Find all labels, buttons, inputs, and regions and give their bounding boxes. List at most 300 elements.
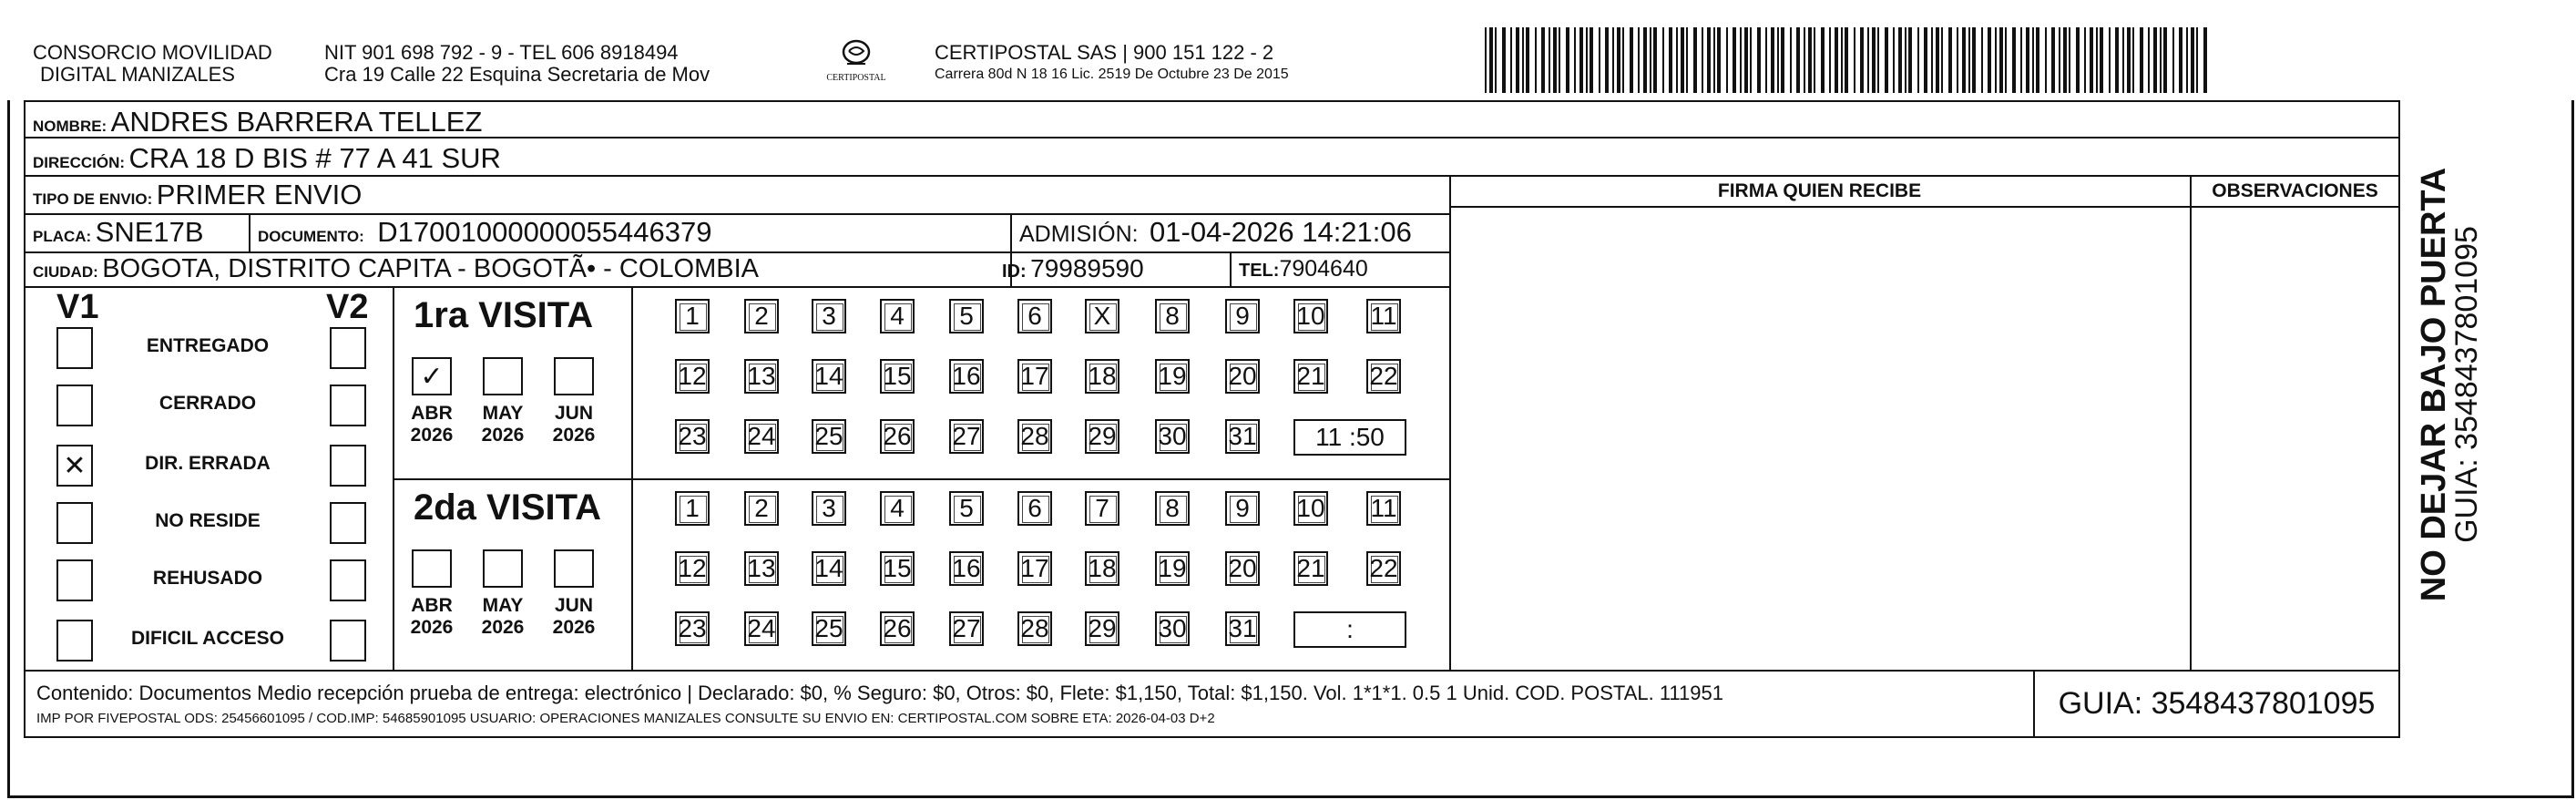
tipo-envio-value: PRIMER ENVIO: [156, 179, 363, 210]
day-box[interactable]: [1017, 299, 1052, 333]
day-number: 31: [1228, 422, 1257, 450]
barcode-bar: [1681, 27, 1684, 93]
day-box[interactable]: [744, 359, 779, 394]
barcode-bar: [1579, 27, 1583, 93]
status-option-label: DIR. ERRADA: [145, 453, 271, 474]
v1-checkbox[interactable]: [56, 445, 93, 487]
month-year: 2026: [410, 425, 454, 446]
day-number: 19: [1158, 554, 1187, 582]
courier-line-2: Carrera 80d N 18 16 Lic. 2519 De Octubre 23 De 2015: [935, 67, 1289, 82]
day-box[interactable]: [880, 611, 915, 646]
day-box[interactable]: [675, 359, 710, 394]
barcode-bar: [1717, 27, 1721, 93]
day-number: 22: [1369, 362, 1398, 390]
v1-checkbox[interactable]: [56, 559, 93, 601]
day-number: 11: [1370, 494, 1397, 522]
v2-checkbox[interactable]: [330, 620, 366, 662]
v2-header: V2: [326, 288, 369, 326]
barcode-bar: [1686, 27, 1688, 93]
barcode-bar: [1541, 27, 1545, 93]
barcode-bar: [1948, 27, 1952, 93]
month-label: [404, 595, 459, 639]
company-line-1: CONSORCIO MOVILIDAD: [33, 41, 272, 64]
barcode-bar: [2012, 27, 2016, 93]
barcode-bar: [2096, 27, 2098, 93]
barcode-bar: [1516, 27, 1519, 93]
day-box[interactable]: [1225, 299, 1260, 333]
nit-line-1: NIT 901 698 792 - 9 - TEL 606 8918494: [324, 41, 679, 64]
day-box[interactable]: [675, 419, 710, 454]
v2-checkbox[interactable]: [330, 502, 366, 544]
barcode-bar: [1941, 27, 1943, 93]
day-box[interactable]: [949, 359, 984, 394]
day-box[interactable]: [1366, 551, 1401, 586]
day-number: 7: [1095, 494, 1109, 522]
day-number: 22: [1369, 554, 1398, 582]
barcode-bar: [1643, 27, 1647, 93]
day-box[interactable]: [1017, 551, 1052, 586]
courier-logo-icon: [838, 38, 874, 69]
barcode-bar: [1777, 27, 1779, 93]
barcode-bar: [1841, 27, 1843, 93]
day-number: 16: [952, 362, 981, 390]
barcode-bar: [2203, 27, 2207, 93]
day-box[interactable]: [1155, 551, 1190, 586]
day-box[interactable]: [1293, 299, 1328, 333]
id-label: ID:: [1002, 262, 1027, 282]
barcode-bar: [1771, 27, 1774, 93]
admision-label: ADMISIÓN:: [1019, 221, 1139, 247]
barcode-bar: [2179, 27, 2182, 93]
placa-value: SNE17B: [95, 216, 204, 248]
time-box[interactable]: [1293, 419, 1406, 456]
barcode-bar: [1898, 27, 1902, 93]
month-label: [475, 403, 530, 446]
barcode-bar: [2026, 27, 2029, 93]
day-box[interactable]: [812, 419, 846, 454]
month-checkbox[interactable]: [412, 549, 452, 588]
day-box[interactable]: [1017, 491, 1052, 526]
nit-line-2: Cra 19 Calle 22 Esquina Secretaria de Mov: [324, 63, 710, 86]
courier-line-1: CERTIPOSTAL SAS | 900 151 122 - 2: [935, 41, 1274, 64]
v2-checkbox[interactable]: [330, 559, 366, 601]
month-year: 2026: [552, 425, 596, 446]
day-number: 25: [814, 614, 843, 642]
barcode-bar: [1733, 27, 1736, 93]
barcode-bar: [2191, 27, 2194, 93]
day-number: 2: [754, 302, 769, 330]
day-box[interactable]: [1085, 611, 1119, 646]
day-box[interactable]: [1366, 299, 1401, 333]
barcode-bar: [1549, 27, 1550, 93]
day-number: 20: [1228, 362, 1257, 390]
barcode-bar: [1808, 27, 1812, 93]
placa-label: PLACA:: [33, 228, 92, 245]
month-year: 2026: [481, 617, 525, 638]
barcode-bar: [2076, 27, 2080, 93]
month-label: [547, 403, 601, 446]
day-box[interactable]: [812, 359, 846, 394]
day-box[interactable]: [812, 299, 846, 333]
day-number: 21: [1296, 554, 1325, 582]
footer-contents: Contenido: Documentos Medio recepción prueba de entrega: electrónico | Declarado: $0, % Seguro: $0, Otros: $0, Flete: $1,150, Total: $1,150. Vol. 1*1*1. 0.5 1 Unid. COD. POSTAL. 111951: [36, 682, 1723, 704]
barcode-bar: [1893, 27, 1895, 93]
day-box[interactable]: [949, 551, 984, 586]
day-number: 3: [822, 302, 836, 330]
day-box[interactable]: [1225, 611, 1260, 646]
day-number: 9: [1235, 494, 1250, 522]
side-note: [2405, 129, 2496, 640]
company-line-2: DIGITAL MANIZALES: [40, 63, 235, 86]
barcode-bar: [1804, 27, 1805, 93]
month-year: 2026: [552, 617, 596, 638]
barcode-bar: [1740, 27, 1742, 93]
barcode-bar: [2063, 27, 2067, 93]
barcode-bar: [1676, 27, 1678, 93]
footer-guia: GUIA: 3548437801095: [2058, 686, 2376, 721]
month-year: 2026: [410, 617, 454, 638]
day-number: 18: [1088, 362, 1117, 390]
barcode-bar: [1905, 27, 1906, 93]
day-number: 31: [1228, 614, 1257, 642]
barcode-bar: [2045, 27, 2047, 93]
barcode-bar: [2153, 27, 2157, 93]
barcode-bar: [1702, 27, 1703, 93]
day-number: 11: [1370, 302, 1397, 330]
v1-checkbox[interactable]: [56, 327, 93, 369]
logo-text: CERTIPOSTAL: [826, 73, 886, 83]
barcode-bar: [1574, 27, 1576, 93]
day-number: 25: [814, 422, 843, 450]
barcode-bar: [1590, 27, 1593, 93]
tel-value: 7904640: [1279, 256, 1368, 282]
barcode-bar: [1765, 27, 1767, 93]
status-option-label: NO RESIDE: [155, 510, 261, 531]
day-box[interactable]: [1293, 551, 1328, 586]
day-number: 19: [1158, 362, 1187, 390]
day-box[interactable]: [1366, 491, 1401, 526]
documento-label: DOCUMENTO:: [258, 228, 364, 245]
day-box[interactable]: [1085, 491, 1119, 526]
barcode-bar: [1662, 27, 1664, 93]
day-box[interactable]: [1155, 299, 1190, 333]
day-number: 14: [814, 362, 843, 390]
day-box[interactable]: [949, 491, 984, 526]
barcode-bar: [2051, 27, 2055, 93]
admision-value: 01-04-2026 14:21:06: [1150, 216, 1412, 248]
barcode-bar: [1845, 27, 1848, 93]
day-box[interactable]: [1017, 419, 1052, 454]
barcode-bar: [2100, 27, 2103, 93]
barcode-bar: [1669, 27, 1672, 93]
status-option-label: DIFICIL ACCESO: [130, 628, 284, 649]
barcode-graphic: [1485, 27, 2213, 93]
tel-label: TEL:: [1239, 261, 1280, 281]
day-box[interactable]: [675, 551, 710, 586]
day-number: 18: [1088, 554, 1117, 582]
month-label: [404, 403, 459, 446]
barcode-bar: [2115, 27, 2119, 93]
month-year: 2026: [481, 425, 525, 446]
barcode-bar: [1510, 27, 1512, 93]
barcode-bar: [1854, 27, 1855, 93]
v1-checkbox[interactable]: [56, 502, 93, 544]
barcode-bar: [2084, 27, 2086, 93]
barcode-bar: [1502, 27, 1506, 93]
visit-title: 2da VISITA: [414, 487, 601, 528]
barcode-bar: [1653, 27, 1657, 93]
barcode-bar: [1535, 27, 1537, 93]
day-number: 2: [754, 494, 769, 522]
day-box[interactable]: [744, 299, 779, 333]
month-checkbox[interactable]: [554, 357, 594, 395]
barcode-bar: [1612, 27, 1614, 93]
barcode-bar: [2196, 27, 2198, 93]
barcode-bar: [1962, 27, 1966, 93]
day-number: 3: [822, 494, 836, 522]
barcode-bar: [1605, 27, 1609, 93]
day-number: 30: [1158, 614, 1187, 642]
day-box[interactable]: [1017, 611, 1052, 646]
courier-logo: [815, 38, 897, 83]
day-box[interactable]: [1155, 419, 1190, 454]
month-name: ABR: [411, 403, 453, 424]
barcode-bar: [1586, 27, 1588, 93]
day-number: 12: [678, 554, 707, 582]
barcode-bar: [1617, 27, 1620, 93]
v1-checkbox[interactable]: [56, 385, 93, 426]
day-box[interactable]: [744, 551, 779, 586]
day-box[interactable]: [812, 491, 846, 526]
day-number: 13: [747, 362, 776, 390]
signature-area[interactable]: [1453, 209, 2187, 668]
day-number: 5: [959, 494, 974, 522]
barcode-bar: [1829, 27, 1831, 93]
ciudad-field: [33, 251, 759, 292]
direccion-label: DIRECCIÓN:: [33, 154, 126, 171]
day-number: 28: [1020, 422, 1049, 450]
barcode-bar: [1566, 27, 1569, 93]
day-box[interactable]: [1155, 359, 1190, 394]
side-warning: NO DEJAR BAJO PUERTA: [2415, 167, 2453, 602]
day-number: 24: [747, 422, 776, 450]
day-box[interactable]: [1293, 359, 1328, 394]
footer-print-info: IMP POR FIVEPOSTAL ODS: 25456601095 / COD.IMP: 54685901095 USUARIO: OPERACIONES MANIZALES CONSULTE SU ENVIO EN: CERTIPOSTAL.COM SOBRE ETA: 2026-04-03 D+2: [36, 711, 1215, 726]
day-box[interactable]: [949, 299, 984, 333]
direccion-value: CRA 18 D BIS # 77 A 41 SUR: [128, 142, 501, 174]
observaciones-header: OBSERVACIONES: [2212, 180, 2378, 201]
day-box[interactable]: [675, 491, 710, 526]
barcode-bar: [1877, 27, 1879, 93]
day-number: 8: [1165, 302, 1180, 330]
barcode-bar: [1522, 27, 1524, 93]
day-box[interactable]: [1085, 299, 1119, 333]
v1-mark: ✕: [63, 451, 87, 481]
day-box[interactable]: [1225, 551, 1260, 586]
day-box[interactable]: [744, 419, 779, 454]
day-number: 6: [1027, 494, 1042, 522]
day-box[interactable]: [1293, 491, 1328, 526]
day-box[interactable]: [880, 359, 915, 394]
barcode-bar: [1814, 27, 1815, 93]
month-checkbox[interactable]: [483, 357, 523, 395]
day-box[interactable]: [949, 419, 984, 454]
v1-header: V1: [56, 288, 99, 326]
firma-header: FIRMA QUIEN RECIBE: [1717, 180, 1922, 201]
day-number: 23: [678, 422, 707, 450]
barcode-bar: [1988, 27, 1991, 93]
ciudad-label: CIUDAD:: [33, 263, 98, 281]
barcode-bar: [1968, 27, 1970, 93]
day-number: 14: [814, 554, 843, 582]
status-option-label: ENTREGADO: [146, 335, 270, 356]
barcode-bar: [1750, 27, 1752, 93]
barcode-bar: [2090, 27, 2093, 93]
barcode-bar: [1835, 27, 1838, 93]
day-box[interactable]: [744, 491, 779, 526]
day-number: 15: [883, 362, 912, 390]
id-value: 79989590: [1030, 254, 1144, 282]
day-box[interactable]: [675, 299, 710, 333]
day-box[interactable]: [1155, 491, 1190, 526]
day-number: 29: [1088, 422, 1117, 450]
day-number: 1: [685, 494, 700, 522]
month-name: MAY: [482, 403, 524, 424]
day-box[interactable]: [949, 611, 984, 646]
id-field: [1002, 251, 1144, 292]
barcode-bar: [1995, 27, 1997, 93]
day-box[interactable]: [812, 611, 846, 646]
day-box[interactable]: [675, 611, 710, 646]
day-box[interactable]: [880, 299, 915, 333]
month-name: MAY: [482, 595, 524, 616]
barcode-bar: [2069, 27, 2070, 93]
day-box[interactable]: [1225, 491, 1260, 526]
barcode-bar: [1693, 27, 1697, 93]
day-number: 10: [1296, 494, 1325, 522]
day-box[interactable]: [880, 491, 915, 526]
barcode-bar: [1931, 27, 1933, 93]
barcode-bar: [2148, 27, 2150, 93]
tipo-envio-label: TIPO DE ENVIO:: [33, 190, 153, 208]
barcode-bar: [1924, 27, 1927, 93]
day-box[interactable]: [744, 611, 779, 646]
barcode-bar: [1638, 27, 1640, 93]
barcode-bar: [1872, 27, 1876, 93]
month-label: [475, 595, 530, 639]
barcode-bar: [1957, 27, 1958, 93]
day-number: 28: [1020, 614, 1049, 642]
visit-title: 1ra VISITA: [414, 295, 594, 335]
barcode-bar: [1489, 27, 1493, 93]
day-number: 26: [883, 614, 912, 642]
company-name: [33, 42, 272, 86]
company-nit: [324, 42, 710, 86]
month-checkbox[interactable]: [483, 549, 523, 588]
barcode-bar: [1981, 27, 1983, 93]
day-number: 26: [883, 422, 912, 450]
day-number: 12: [678, 362, 707, 390]
time-value: 11 :50: [1315, 423, 1385, 451]
day-number: 10: [1296, 302, 1325, 330]
barcode-bar: [2109, 27, 2111, 93]
day-number: 27: [952, 422, 981, 450]
day-box[interactable]: [1366, 359, 1401, 394]
day-number: 5: [959, 302, 974, 330]
barcode-bar: [1885, 27, 1888, 93]
barcode-bar: [1790, 27, 1792, 93]
month-mark: ✓: [420, 362, 444, 392]
barcode-bar: [1796, 27, 1800, 93]
barcode-bar: [1485, 27, 1487, 93]
barcode-bar: [1744, 27, 1748, 93]
nombre-value: ANDRES BARRERA TELLEZ: [110, 106, 483, 138]
day-number: 4: [890, 302, 905, 330]
barcode-bar: [1867, 27, 1869, 93]
barcode-bar: [2020, 27, 2022, 93]
day-number: 24: [747, 614, 776, 642]
day-box[interactable]: [880, 551, 915, 586]
barcode-bar: [1707, 27, 1711, 93]
courier-info: [935, 42, 1289, 83]
tipo-envio-field: [33, 177, 362, 219]
v2-checkbox[interactable]: [330, 385, 366, 426]
month-checkbox[interactable]: [412, 357, 452, 395]
v2-checkbox[interactable]: [330, 327, 366, 369]
observations-area[interactable]: [2193, 209, 2397, 668]
day-box[interactable]: [1085, 551, 1119, 586]
barcode-bar: [2132, 27, 2134, 93]
documento-value: D17001000000055446379: [377, 216, 712, 248]
barcode-bar: [2005, 27, 2007, 93]
day-number: 30: [1158, 422, 1187, 450]
day-number: 21: [1296, 362, 1325, 390]
barcode-bar: [1650, 27, 1651, 93]
barcode-bar: [1821, 27, 1825, 93]
status-option-label: CERRADO: [158, 393, 257, 414]
day-box[interactable]: [1155, 611, 1190, 646]
day-box[interactable]: [880, 419, 915, 454]
day-number: 16: [952, 554, 981, 582]
tel-field: [1239, 251, 1368, 291]
barcode-bar: [1553, 27, 1557, 93]
time-box[interactable]: [1293, 611, 1406, 648]
day-box[interactable]: [1085, 359, 1119, 394]
day-number: 17: [1020, 554, 1049, 582]
month-checkbox[interactable]: [554, 549, 594, 588]
day-number: 1: [685, 302, 700, 330]
day-box[interactable]: [812, 551, 846, 586]
day-box[interactable]: [1225, 359, 1260, 394]
barcode-bar: [1860, 27, 1864, 93]
barcode-bar: [1936, 27, 1939, 93]
barcode-bar: [2163, 27, 2167, 93]
day-number: 20: [1228, 554, 1257, 582]
v1-checkbox[interactable]: [56, 620, 93, 662]
month-name: JUN: [554, 403, 593, 424]
day-number: 6: [1027, 302, 1042, 330]
day-box[interactable]: [1225, 419, 1260, 454]
barcode-bar: [2160, 27, 2162, 93]
barcode-bar: [1726, 27, 1728, 93]
v2-checkbox[interactable]: [330, 445, 366, 487]
month-name: ABR: [411, 595, 453, 616]
day-box[interactable]: [1017, 359, 1052, 394]
day-number: X: [1093, 302, 1111, 330]
day-number: 8: [1165, 494, 1180, 522]
ciudad-value: BOGOTA, DISTRITO CAPITA - BOGOTÃ• - COLOMBIA: [102, 254, 759, 283]
day-box[interactable]: [1085, 419, 1119, 454]
